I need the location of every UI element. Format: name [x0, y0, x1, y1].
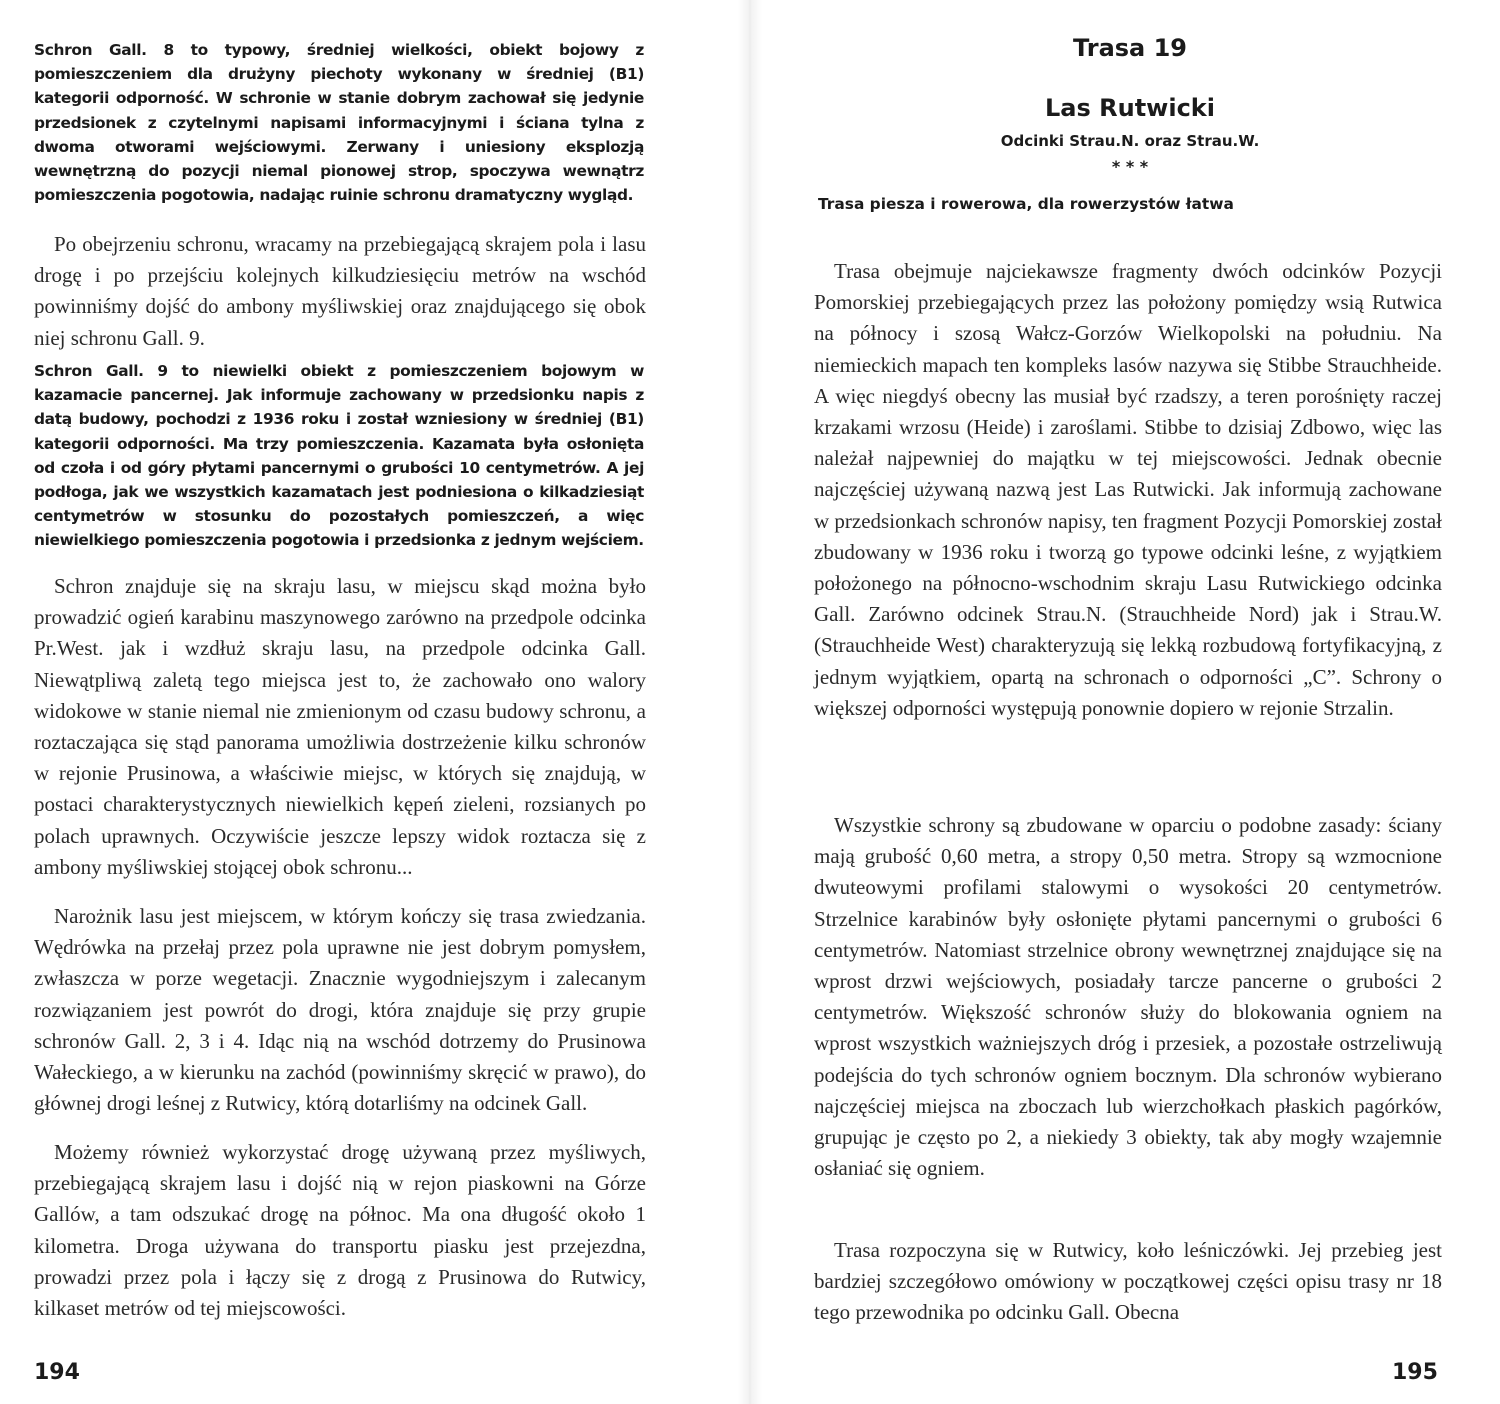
paragraph-route-start: Trasa rozpoczyna się w Rutwicy, koło leśniczówki. Jej przebieg jest bardziej szczegółowo omówiony w początkowej części opisu trasy nr 18 tego przewodnika po odcinku Gall. Obecna — [814, 1238, 1442, 1325]
page-number-left: 194 — [34, 1360, 80, 1385]
route-title: Trasa 19 — [1073, 34, 1187, 62]
note-schron-gall-9: Schron Gall. 9 to niewielki obiekt z pomieszczeniem bojowym w kazamacie pancernej. Jak informuje zachowany w przedsionku napis z datą budowy, pochodzi z 1936 roku i został wzniesiony w średniej (B1) kategorii odporności. Ma trzy pomieszczenia. Kazamata była osłonięta od czoła i od góry płytami pancernymi o grubości 10 centymetrów. A jej podłoga, jak we wszystkich kazamatach jest podniesiona o kilkadziesiąt centymetrów w stosunku do pozostałych pomieszczeń, a więc niewielkiego pomieszczenia pogotowia i przedsionka z jednym wejściem. — [34, 362, 644, 550]
right-page — [750, 0, 1500, 1404]
note-schron-gall-8: Schron Gall. 8 to typowy, średniej wielkości, obiekt bojowy z pomieszczeniem dla drużyny piechoty wykonany w średniej (B1) kategorii odporność. W schronie w stanie dobrym zachował się jedynie przedsionek z czytelnymi napisami informacyjnymi i ściana tylna z dwoma otworami wejściowymi. Zerwany i uniesiony eksplozją wewnętrzną do pozycji niemal pionowej strop, spoczywa wewnątrz pomieszczenia pogotowia, nadając ruinie schronu dramatyczny wygląd. — [34, 41, 644, 205]
difficulty-stars: * * * — [1111, 157, 1149, 176]
route-sections: Odcinki Strau.N. oraz Strau.W. — [1000, 132, 1260, 150]
paragraph-route-overview: Trasa obejmuje najciekawsze fragmenty dwóch odcinków Pozycji Pomorskiej przebiegających przez las położony pomiędzy wsią Rutwica na północy i szosą Wałcz-Gorzów Wielkopolski na południu. Na niemieckich mapach ten kompleks lasów nazywa się Stibbe Strauchheide. A więc niegdyś obecny las musiał być rzadszy, a teren porośnięty raczej krzakami wrzosu (Heide) i zaroślami. Stibbe to dzisiaj Zdbowo, więc las należał najpewniej do majątku w tej miejscowości. Jednak obecnie najczęściej używaną nazwą jest Las Rutwicki. Jak informują zachowane w przedsionkach schronów napisy, ten fragment Pozycji Pomorskiej został zbudowany w 1936 roku i tworzą go typowe odcinki leśne, z wyjątkiem położonego na północno-wschodnim skraju Lasu Rutwickiego odcinka Gall. Zarówno odcinek Strau.N. (Strauchheide Nord) jak i Strau.W. (Strauchheide West) charakteryzują się lekką rozbudową fortyfikacyjną, z jednym wyjątkiem, opartą na schronach o odporności „C”. Schrony o większej odporności występują ponownie dopiero w rejonie Strzalin. — [814, 259, 1442, 720]
paragraph-end-of-route: Narożnik lasu jest miejscem, w którym kończy się trasa zwiedzania. Wędrówka na przełaj przez pola uprawne nie jest dobrym pomysłem, zwłaszcza w porze wegetacji. Znacznie wygodniejszym i zalecanym rozwiązaniem jest powrót do drogi, która znajduje się przy grupie schronów Gall. 2, 3 i 4. Idąc nią na wschód dotrzemy do Prusinowa Wałeckiego, a w kierunku na zachód (powinniśmy skręcić w prawo), do głównej drogi leśnej z Rutwicy, którą dotarliśmy na odcinek Gall. — [34, 904, 646, 1116]
paragraph-hunters-road: Możemy również wykorzystać drogę używaną przez myśliwych, przebiegającą skrajem lasu i dojść nią w rejon piaskowni na Górze Gallów, a tam odszukać drogę na północ. Ma ona długość około 1 kilometra. Droga używana do transportu piasku jest przejezdna, prowadzi przez pola i łączy się z drogą z Prusinowa do Rutwicy, kilkaset metrów od tej miejscowości. — [34, 1140, 646, 1321]
paragraph-shelter-construction: Wszystkie schrony są zbudowane w oparciu o podobne zasady: ściany mają grubość 0,60 metra, a stropy 0,50 metra. Stropy są wzmocnione dwuteowymi profilami stalowymi o wysokości 20 centymetrów. Strzelnice karabinów były osłonięte płytami pancernymi o grubości 6 centymetrów. Natomiast strzelnice obrony wewnętrznej znajdujące się na wprost drzwi wejściowych, posiadały tarcze pancerne o grubości 2 centymetrów. Większość schronów służy do blokowania ogniem na wprost wszystkich ważniejszych dróg i przesiek, a pozostałe ostrzeliwują podejścia do tych schronów ogniem bocznym. Dla schronów wybierano najczęściej miejsca na zboczach lub wierzchołkach płaskich pagórków, grupując je często po 2, a niekiedy 3 obiekty, tak aby mogły wzajemnie osłaniać się ogniem. — [814, 813, 1442, 1181]
route-type: Trasa piesza i rowerowa, dla rowerzystów łatwa — [818, 195, 1234, 213]
paragraph-return-to-road: Po obejrzeniu schronu, wracamy na przebiegającą skrajem pola i lasu drogę i po przejściu kolejnych kilkudziesięciu metrów na wschód powinniśmy dojść do ambony myśliwskiej oraz znajdującego się obok niej schronu Gall. 9. — [34, 232, 646, 350]
page-number-right: 195 — [1392, 1360, 1438, 1385]
paragraph-forest-edge: Schron znajduje się na skraju lasu, w miejscu skąd można było prowadzić ogień karabinu maszynowego zarówno na przedpole odcinka Pr.West. jak i wzdłuż skraju lasu, na przedpole odcinka Gall. Niewątpliwą zaletą tego miejsca jest to, że zachowało ono walory widokowe w stanie niemal nie zmienionym od czasu budowy schronu, a roztaczająca się stąd panorama umożliwia dostrzeżenie kilku schronów w rejonie Prusinowa, a właściwie miejsc, w których się znajdują, w postaci charakterystycznych niewielkich kępeń zieleni, rozsianych po polach uprawnych. Oczywiście jeszcze lepszy widok roztacza się z ambony myśliwskiej stojącej obok schronu... — [34, 574, 646, 879]
route-name: Las Rutwicki — [1045, 94, 1215, 122]
